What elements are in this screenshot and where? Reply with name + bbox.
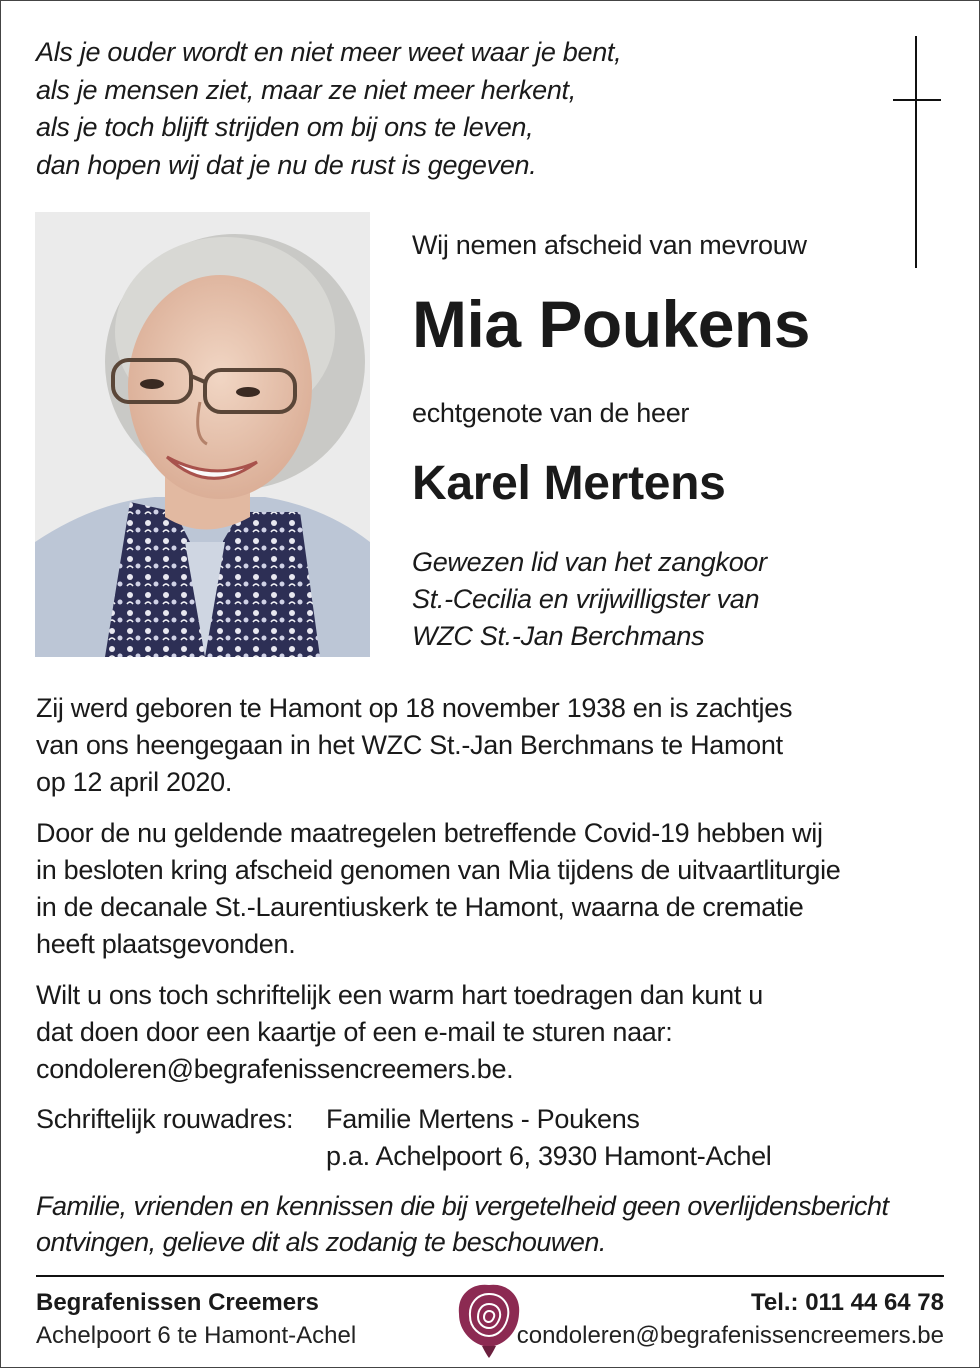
role-line: Gewezen lid van het zangkoor	[412, 547, 767, 577]
mourning-address-label: Schriftelijk rouwadres:	[36, 1104, 294, 1134]
rose-icon	[452, 1280, 526, 1360]
paragraph-line: in besloten kring afscheid genomen van Mia tijdens de uitvaartliturgie	[36, 855, 841, 885]
paragraph-line: Zij werd geboren te Hamont op 18 november 1938 en is zachtjes	[36, 693, 793, 723]
paragraph-line: heeft plaatsgevonden.	[36, 929, 296, 959]
footer-divider	[36, 1275, 944, 1277]
funeral-home-phone: Tel.: 011 44 64 78	[750, 1289, 944, 1316]
closing-line: Familie, vrienden en kennissen die bij vergetelheid geen overlijdensbericht	[36, 1191, 889, 1221]
role-line: WZC St.-Jan Berchmans	[412, 621, 705, 651]
portrait-photo	[35, 212, 370, 657]
poem-line: als je toch blijft strijden om bij ons te leven,	[36, 112, 534, 142]
birth-death-paragraph	[36, 690, 792, 801]
cross-icon-bar	[893, 99, 941, 101]
poem-line: als je mensen ziet, maar ze niet meer herkent,	[36, 74, 576, 105]
deceased-name: Mia Poukens	[412, 287, 810, 361]
paragraph-line: op 12 april 2020.	[36, 767, 233, 797]
poem-line: Als je ouder wordt en niet meer weet waar je bent,	[36, 37, 622, 67]
announcement-intro: Wij nemen afscheid van mevrouw	[412, 230, 807, 260]
roles	[412, 544, 767, 655]
poem	[36, 34, 856, 184]
cross-icon	[915, 36, 917, 268]
closing-line: ontvingen, gelieve dit als zodanig te beschouwen.	[36, 1227, 606, 1257]
poem-line: dan hopen wij dat je nu de rust is gegeven.	[36, 149, 537, 180]
funeral-home-address: Achelpoort 6 te Hamont-Achel	[36, 1322, 357, 1349]
funeral-paragraph	[36, 815, 840, 963]
mourning-address-line: Familie Mertens - Poukens	[326, 1104, 640, 1134]
closing-note	[36, 1188, 889, 1260]
condolence-email: condoleren@begrafenissencreemers.be.	[36, 1054, 514, 1084]
role-line: St.-Cecilia en vrijwilligster van	[412, 584, 760, 614]
paragraph-line: dat doen door een kaartje of een e-mail te sturen naar:	[36, 1017, 673, 1047]
spouse-name: Karel Mertens	[412, 457, 726, 510]
mourning-address-line: p.a. Achelpoort 6, 3930 Hamont-Achel	[326, 1141, 772, 1171]
funeral-home-email: condoleren@begrafenissencreemers.be	[516, 1322, 944, 1349]
paragraph-line: in de decanale St.-Laurentiuskerk te Hamont, waarna de crematie	[36, 892, 804, 922]
condolence-paragraph	[36, 977, 763, 1088]
spouse-intro: echtgenote van de heer	[412, 398, 690, 428]
paragraph-line: van ons heengegaan in het WZC St.-Jan Berchmans te Hamont	[36, 730, 783, 760]
paragraph-line: Wilt u ons toch schriftelijk een warm hart toedragen dan kunt u	[36, 980, 763, 1010]
paragraph-line: Door de nu geldende maatregelen betreffende Covid-19 hebben wij	[36, 818, 823, 848]
funeral-home-name: Begrafenissen Creemers	[36, 1289, 319, 1316]
